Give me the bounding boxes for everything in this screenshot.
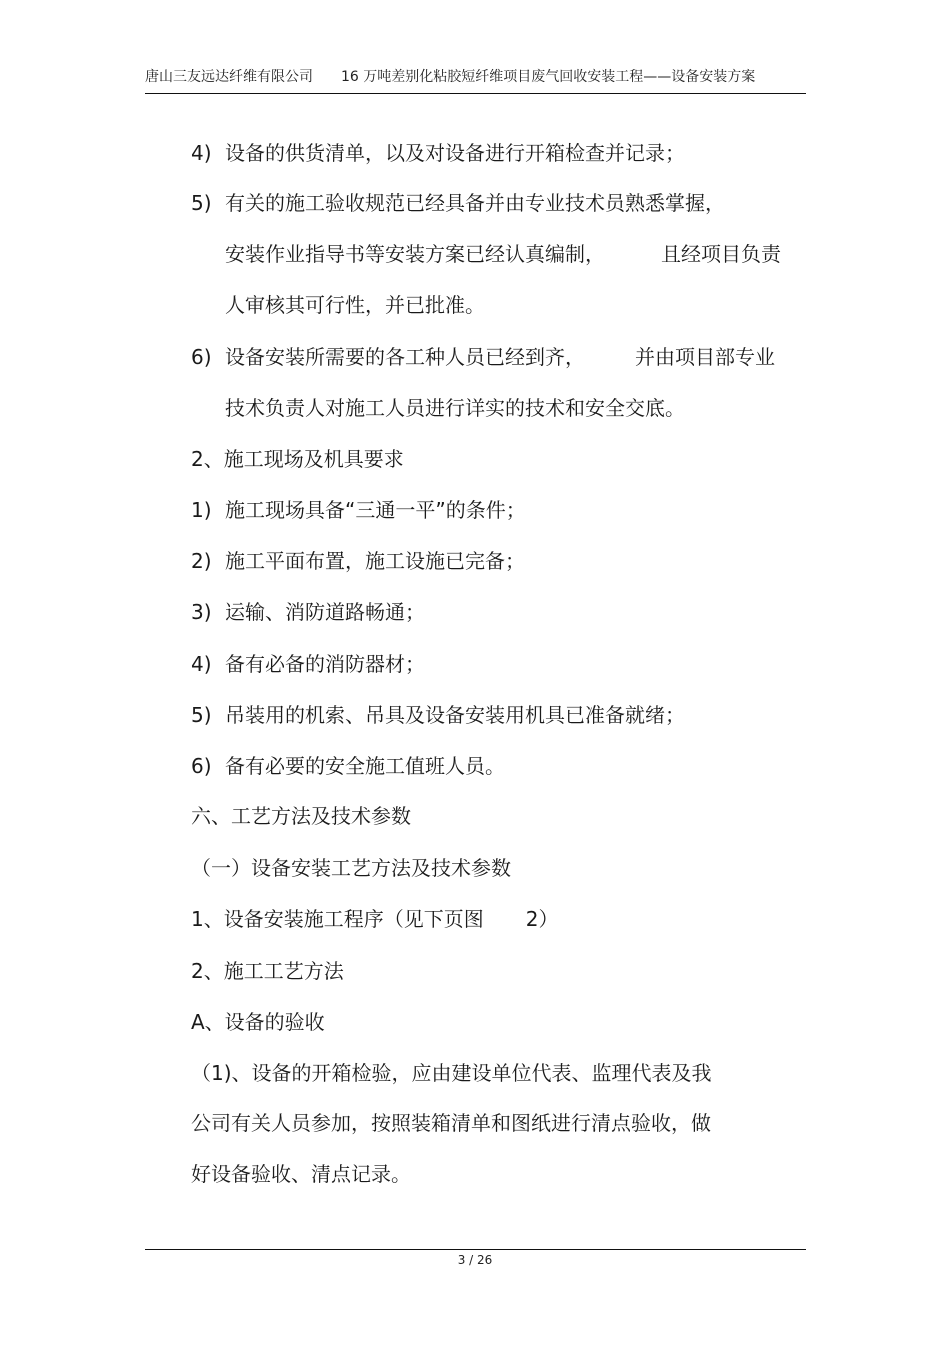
text-segment: 并由项目部专业 bbox=[635, 345, 775, 369]
paragraph-line bbox=[225, 395, 685, 421]
text-segment: 安装作业指导书等安装方案已经认真编制， bbox=[225, 242, 605, 266]
item-text: 有关的施工验收规范已经具备并由专业技术员熟悉掌握， bbox=[225, 191, 725, 215]
item-text: 备有必备的消防器材； bbox=[225, 652, 425, 676]
item-number: 4) bbox=[191, 652, 212, 676]
section-heading: 2、施工现场及机具要求 bbox=[191, 447, 404, 471]
list-item bbox=[191, 599, 425, 625]
page-number: 3 / 26 bbox=[457, 1253, 493, 1267]
header-rule bbox=[145, 93, 806, 94]
list-item bbox=[191, 753, 505, 779]
item-text: 运输、消防道路畅通； bbox=[225, 600, 425, 624]
text-segment: 1、设备安装施工程序（见下页图 bbox=[191, 907, 484, 931]
item-number: 5) bbox=[191, 191, 212, 215]
text-segment: 2） bbox=[525, 907, 559, 931]
text-segment: 设备安装所需要的各工种人员已经到齐， bbox=[225, 345, 585, 369]
item-number: 6) bbox=[191, 754, 212, 778]
header-project-title: 16 万吨差别化粘胶短纤维项目废气回收安装工程——设备安装方案 bbox=[341, 69, 756, 85]
page-header bbox=[145, 66, 805, 92]
item-text: 吊装用的机索、吊具及设备安装用机具已准备就绪； bbox=[225, 703, 685, 727]
section-heading: 六、工艺方法及技术参数 bbox=[191, 804, 411, 828]
text-segment: 技术负责人对施工人员进行详实的技术和安全交底。 bbox=[225, 396, 685, 420]
item-text: 设备的供货清单，以及对设备进行开箱检查并记录； bbox=[225, 141, 685, 165]
paragraph-line bbox=[225, 292, 485, 318]
item-number: 6) bbox=[191, 345, 212, 369]
paragraph-line bbox=[225, 241, 781, 267]
item-number: 5) bbox=[191, 703, 212, 727]
list-item bbox=[191, 702, 685, 728]
list-item bbox=[191, 548, 525, 574]
header-company: 唐山三友远达纤维有限公司 bbox=[145, 69, 313, 85]
paragraph-line: （1)、设备的开箱检验，应由建设单位代表、监理代表及我 bbox=[191, 1061, 712, 1085]
text-segment: 且经项目负责 bbox=[661, 242, 781, 266]
list-item bbox=[191, 651, 425, 677]
item-text: 备有必要的安全施工值班人员。 bbox=[225, 754, 505, 778]
paragraph-line: 公司有关人员参加，按照装箱清单和图纸进行清点验收，做 bbox=[191, 1111, 711, 1135]
list-item bbox=[191, 344, 775, 370]
item-number: 4) bbox=[191, 141, 212, 165]
item-number: 3) bbox=[191, 600, 212, 624]
list-item bbox=[191, 190, 725, 216]
text-segment: 人审核其可行性，并已批准。 bbox=[225, 293, 485, 317]
step-heading: 2、施工工艺方法 bbox=[191, 959, 344, 983]
step-heading: A、设备的验收 bbox=[191, 1010, 325, 1034]
list-item bbox=[191, 140, 685, 166]
item-text: 施工平面布置，施工设施已完备； bbox=[225, 549, 525, 573]
footer-rule bbox=[145, 1249, 806, 1250]
list-item bbox=[191, 497, 526, 523]
paragraph-line: 好设备验收、清点记录。 bbox=[191, 1162, 411, 1186]
step-heading bbox=[191, 906, 558, 932]
item-number: 1) bbox=[191, 498, 212, 522]
item-text: 施工现场具备“三通一平”的条件； bbox=[225, 498, 526, 522]
item-number: 2) bbox=[191, 549, 212, 573]
subsection-heading: （一）设备安装工艺方法及技术参数 bbox=[191, 856, 511, 880]
